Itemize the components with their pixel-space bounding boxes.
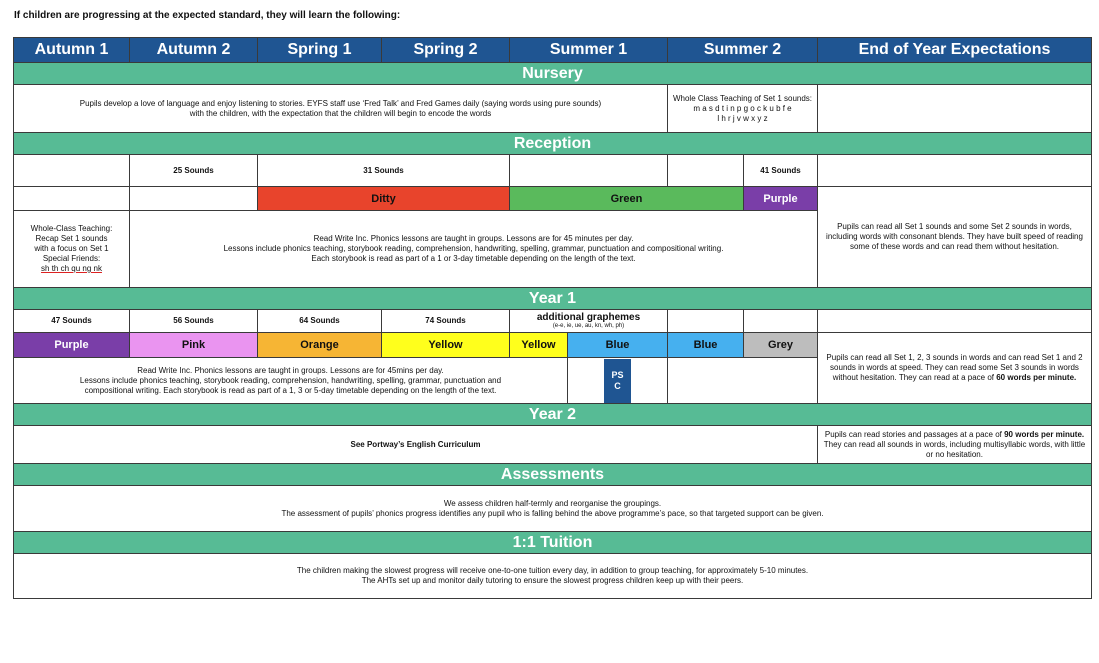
header-spring-1: Spring 1 <box>258 38 382 63</box>
year2-curriculum-link: See Portway’s English Curriculum <box>14 426 818 464</box>
year1-expectation <box>818 333 1092 404</box>
year1-rwi-line1: Read Write Inc. Phonics lessons are taught in groups. Lessons are for 45mins per day. <box>137 365 444 375</box>
reception-31-sounds: 31 Sounds <box>258 155 510 187</box>
year1-blue-band: Blue <box>568 333 668 358</box>
reception-rwi-line3: Each storybook is read as part of a 1 or 3-day timetable depending on the length of the text. <box>311 254 636 263</box>
year2-exp-text: Pupils can read stories and passages at a pace of <box>824 429 1005 439</box>
year1-rwi-line2: Lessons include phonics teaching, storybook reading, comprehension, handwriting, spelling, grammar, punctuation and <box>79 375 502 385</box>
section-tuition: 1:1 Tuition <box>14 532 1092 554</box>
header-summer-1: Summer 1 <box>510 38 668 63</box>
section-assessments: Assessments <box>14 464 1092 486</box>
section-year-1: Year 1 <box>14 288 1092 310</box>
year1-grey-band: Grey <box>744 333 818 358</box>
header-end-of-year: End of Year Expectations <box>818 38 1092 63</box>
reception-wc-line1: Whole-Class Teaching: <box>30 224 113 233</box>
reception-rwi-line2: Lessons include phonics teaching, storybook reading, comprehension, handwriting, spelling, grammar, punctuation and compositional writing. <box>223 244 724 253</box>
intro-text: If children are progressing at the expected standard, they will learn the following: <box>14 10 401 21</box>
reception-wc-line3: with a focus on Set 1 <box>34 244 109 253</box>
year1-orange-band: Orange <box>258 333 382 358</box>
reception-count-empty-1 <box>14 155 130 187</box>
reception-count-empty-4 <box>818 155 1092 187</box>
header-autumn-2: Autumn 2 <box>130 38 258 63</box>
reception-special-friends: sh th ch qu ng nk <box>41 264 102 273</box>
year2-expectation <box>818 426 1092 464</box>
tuition-line2: The AHTs set up and monitor daily tutoring to ensure the slowest progress children keep up with their peers. <box>361 576 744 585</box>
year1-rwi-description <box>14 358 568 404</box>
header-summer-2: Summer 2 <box>668 38 818 63</box>
assessments-line2: The assessment of pupils’ phonics progress identifies any pupil who is falling behind the above programme’s pace, so that targeted support can be given. <box>281 508 824 518</box>
reception-wc-line2: Recap Set 1 sounds <box>35 234 108 243</box>
reception-41-sounds: 41 Sounds <box>744 155 818 187</box>
reception-25-sounds: 25 Sounds <box>130 155 258 187</box>
phonics-curriculum-table <box>13 37 1092 599</box>
reception-book-empty-2 <box>130 187 258 211</box>
nursery-description: Pupils develop a love of language and enjoy listening to stories. EYFS staff use ‘Fred Talk’ and Fred Games daily (saying words using pure sounds) with the children, with the expectation that the children will begin to encode the words <box>14 85 668 133</box>
section-nursery: Nursery <box>14 63 1092 85</box>
nursery-set1-line1: Whole Class Teaching of Set 1 sounds: <box>672 93 813 103</box>
nursery-set1-line3: l h r j v w x y z <box>717 113 768 123</box>
reception-green-band: Green <box>510 187 744 211</box>
year2-exp-bold: 90 words per minute. <box>1004 429 1085 439</box>
section-year-2: Year 2 <box>14 404 1092 426</box>
reception-expectation: Pupils can read all Set 1 sounds and some Set 2 sounds in words, including words with consonant blends. They have built speed of reading some of these words and can read them without hesitation. <box>818 187 1092 288</box>
year1-47-sounds: 47 Sounds <box>14 310 130 333</box>
year2-exp-text-2: They can read all sounds in words, including multisyllabic words, with little or no hesitation. <box>823 439 1086 459</box>
year1-exp-text: Pupils can read all Set 1, 2, 3 sounds in words and can read Set 1 and 2 sounds in words at speed. They can read some Set 3 sounds in words without hesitation. They can read at a pace of <box>826 353 1083 382</box>
term-header-row <box>14 38 1092 63</box>
year1-count-empty-3 <box>818 310 1092 333</box>
reception-count-empty-2 <box>510 155 668 187</box>
additional-graphemes-list: (e-e, ie, ue, au, kn, wh, ph) <box>552 323 625 329</box>
year1-rwi-line3: compositional writing. Each storybook is read as part of a 1, 3 or 5-day timetable depending on the length of the text. <box>84 385 497 395</box>
year1-psc-cell <box>568 358 668 404</box>
reception-count-empty-3 <box>668 155 744 187</box>
reception-rwi-description <box>130 211 818 288</box>
year1-blue-band-2: Blue <box>668 333 744 358</box>
nursery-expectation-empty <box>818 85 1092 133</box>
year1-yellow-band-2: Yellow <box>510 333 568 358</box>
section-reception: Reception <box>14 133 1092 155</box>
reception-ditty-band: Ditty <box>258 187 510 211</box>
year1-rwi-empty <box>668 358 818 404</box>
header-spring-2: Spring 2 <box>382 38 510 63</box>
year1-pink-band: Pink <box>130 333 258 358</box>
additional-graphemes-title: additional graphemes <box>536 312 641 323</box>
psc-line1: PS <box>611 369 624 380</box>
psc-line2: C <box>614 380 621 391</box>
year1-56-sounds: 56 Sounds <box>130 310 258 333</box>
year1-count-empty-2 <box>744 310 818 333</box>
year1-64-sounds: 64 Sounds <box>258 310 382 333</box>
year1-exp-bold: 60 words per minute. <box>996 373 1077 382</box>
nursery-set1-line2: m a s d t i n p g o c k u b f e <box>693 103 792 113</box>
reception-whole-class <box>14 211 130 288</box>
phonics-screening-check-badge <box>604 359 631 403</box>
year1-purple-band: Purple <box>14 333 130 358</box>
reception-purple-band: Purple <box>744 187 818 211</box>
year1-yellow-band: Yellow <box>382 333 510 358</box>
reception-rwi-line1: Read Write Inc. Phonics lessons are taught in groups. Lessons are for 45 minutes per day. <box>313 234 634 243</box>
header-autumn-1: Autumn 1 <box>14 38 130 63</box>
reception-wc-line4: Special Friends: <box>42 254 101 263</box>
tuition-description <box>14 554 1092 599</box>
assessments-description <box>14 486 1092 532</box>
year1-74-sounds: 74 Sounds <box>382 310 510 333</box>
nursery-set1-sounds <box>668 85 818 133</box>
year1-additional-graphemes <box>510 310 668 333</box>
assessments-line1: We assess children half-termly and reorganise the groupings. <box>443 498 662 508</box>
reception-book-empty-1 <box>14 187 130 211</box>
tuition-line1: The children making the slowest progress will receive one-to-one tuition every day, in addition to group teaching, for approximately 5-10 minutes. <box>296 566 809 575</box>
year1-count-empty-1 <box>668 310 744 333</box>
